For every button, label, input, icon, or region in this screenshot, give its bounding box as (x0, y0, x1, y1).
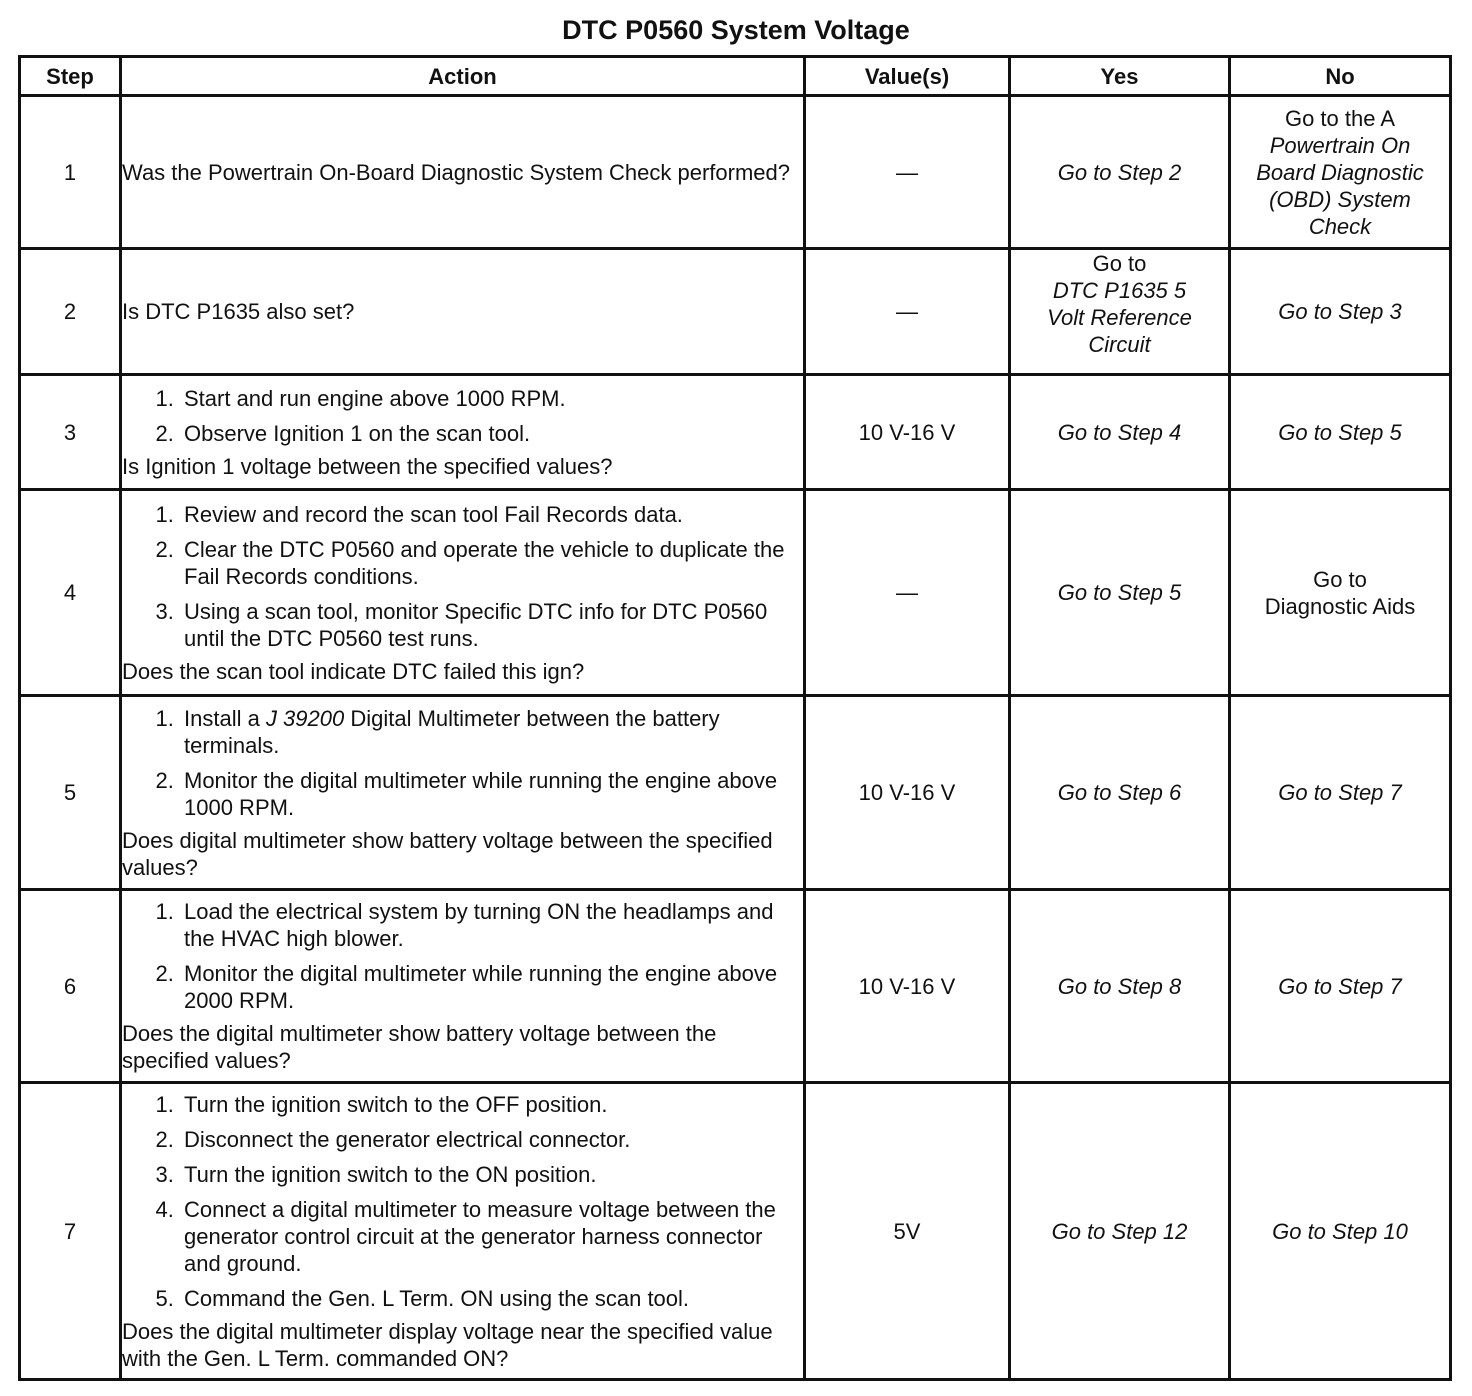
yes-cell (1010, 375, 1230, 490)
step-number: 2 (20, 249, 121, 375)
yes-text: Go to Step 4 (1057, 419, 1182, 445)
action-steps (122, 385, 803, 447)
no-cell (1230, 490, 1451, 696)
header-step: Step (20, 57, 121, 96)
action-step: 1. Review and record the scan tool Fail Records data. (180, 501, 803, 528)
no-text: Go to Step 3 (1278, 299, 1402, 324)
tool-reference: J 39200 (265, 705, 345, 731)
no-text: Go to (1313, 566, 1367, 592)
no-text: Board Diagnostic (1256, 159, 1424, 185)
action-cell (121, 96, 805, 249)
no-text (1231, 105, 1449, 132)
no-text: Go to Step 7 (1278, 973, 1402, 999)
header-yes: Yes (1010, 57, 1230, 96)
no-text: Go to Step 10 (1272, 1218, 1408, 1244)
yes-text: Go to Step 5 (1057, 580, 1182, 605)
action-question: Does the scan tool indicate DTC failed this ign? (122, 658, 585, 684)
step-number: 5 (20, 696, 121, 890)
value-cell: — (805, 249, 1010, 375)
step-number: 3 (20, 375, 121, 490)
action-step: 3. Using a scan tool, monitor Specific DTC info for DTC P0560 until the DTC P0560 test runs. (180, 598, 803, 652)
table-row (20, 249, 1451, 375)
action-cell (121, 249, 805, 375)
no-cell (1230, 96, 1451, 249)
action-cell (121, 890, 805, 1083)
action-cell (121, 696, 805, 890)
action-step: 2. Clear the DTC P0560 and operate the vehicle to duplicate the Fail Records conditions. (180, 536, 803, 590)
yes-text: Go to Step 6 (1057, 780, 1182, 805)
yes-cell (1010, 249, 1230, 375)
header-values: Value(s) (805, 57, 1010, 96)
table-row (20, 890, 1451, 1083)
action-steps (122, 501, 803, 652)
table-row (20, 696, 1451, 890)
yes-cell (1010, 890, 1230, 1083)
no-text: (OBD) System (1269, 186, 1411, 212)
value-cell: 5V (805, 1083, 1010, 1380)
action-cell (121, 1083, 805, 1380)
no-text: Diagnostic Aids (1264, 593, 1416, 619)
no-cell (1230, 1083, 1451, 1380)
table-row (20, 375, 1451, 490)
yes-cell (1010, 490, 1230, 696)
value-cell: — (805, 490, 1010, 696)
action-step: 1. Start and run engine above 1000 RPM. (180, 385, 803, 412)
diagnostic-table (18, 55, 1452, 1381)
action-question: Is Ignition 1 voltage between the specified values? (122, 453, 613, 479)
no-cell (1230, 696, 1451, 890)
no-cell (1230, 375, 1451, 490)
no-text: Go to Step 5 (1278, 419, 1402, 445)
action-step: 1. Load the electrical system by turning ON the headlamps and the HVAC high blower. (180, 898, 803, 952)
no-text: Powertrain On (1269, 132, 1411, 158)
yes-text: Volt Reference (1047, 305, 1192, 330)
action-step: 1. Turn the ignition switch to the OFF position. (180, 1091, 803, 1118)
table-row (20, 1083, 1451, 1380)
table-row (20, 96, 1451, 249)
value-cell: 10 V-16 V (805, 696, 1010, 890)
action-step: 3. Turn the ignition switch to the ON position. (180, 1161, 803, 1188)
page-title: DTC P0560 System Voltage (562, 15, 910, 45)
action-steps (122, 1091, 803, 1312)
header-no: No (1230, 57, 1451, 96)
yes-text: Circuit (1088, 332, 1151, 357)
yes-text: Go to (1092, 251, 1147, 276)
action-steps (122, 898, 803, 1014)
action-step (180, 767, 803, 821)
action-step-text: Digital Multimeter between the battery terminals. (184, 705, 720, 758)
value-cell: — (805, 96, 1010, 249)
action-steps (122, 705, 803, 821)
yes-text: Go to Step 8 (1057, 973, 1182, 999)
table-header-row (20, 57, 1451, 96)
value-cell: 10 V-16 V (805, 375, 1010, 490)
step-number: 4 (20, 490, 121, 696)
no-text: Check (1308, 213, 1372, 239)
action-cell (121, 375, 805, 490)
header-action: Action (121, 57, 805, 96)
value-cell: 10 V-16 V (805, 890, 1010, 1083)
yes-cell (1010, 96, 1230, 249)
action-step: 4. Connect a digital multimeter to measure voltage between the generator control circuit at the generator harness connector and ground. (180, 1196, 803, 1277)
step-number: 1 (20, 96, 121, 249)
action-step: 5. Command the Gen. L Term. ON using the scan tool. (180, 1285, 803, 1312)
no-cell (1230, 890, 1451, 1083)
action-step-text: Install a (184, 705, 266, 731)
action-step: 2. Disconnect the generator electrical connector. (180, 1126, 803, 1153)
table-row (20, 490, 1451, 696)
action-question: Does digital multimeter show battery voltage between the specified values? (122, 827, 773, 880)
yes-text: Go to Step 12 (1051, 1218, 1188, 1244)
action-question: Does the digital multimeter display voltage near the specified value with the Gen. L Term. commanded ON? (122, 1318, 773, 1371)
yes-text: DTC P1635 5 (1052, 278, 1187, 303)
action-question: Does the digital multimeter show battery voltage between the specified values? (122, 1021, 717, 1073)
yes-cell (1010, 696, 1230, 890)
yes-text: Go to Step 2 (1057, 159, 1182, 185)
action-cell (121, 490, 805, 696)
action-step: 2. Monitor the digital multimeter while running the engine above 2000 RPM. (180, 960, 803, 1014)
action-step: 2. Observe Ignition 1 on the scan tool. (180, 420, 803, 447)
action-step (180, 705, 803, 759)
step-number: 7 (20, 1083, 121, 1380)
no-text: Go to Step 7 (1278, 780, 1402, 805)
action-question: Is DTC P1635 also set? (122, 299, 355, 324)
step-number: 6 (20, 890, 121, 1083)
action-step-text: Monitor the digital multimeter while running the engine above 1000 RPM. (184, 767, 778, 820)
yes-cell (1010, 1083, 1230, 1380)
action-question: Was the Powertrain On-Board Diagnostic System Check performed? (122, 159, 791, 185)
no-text-plain: Go to the A (1284, 105, 1396, 131)
no-cell (1230, 249, 1451, 375)
